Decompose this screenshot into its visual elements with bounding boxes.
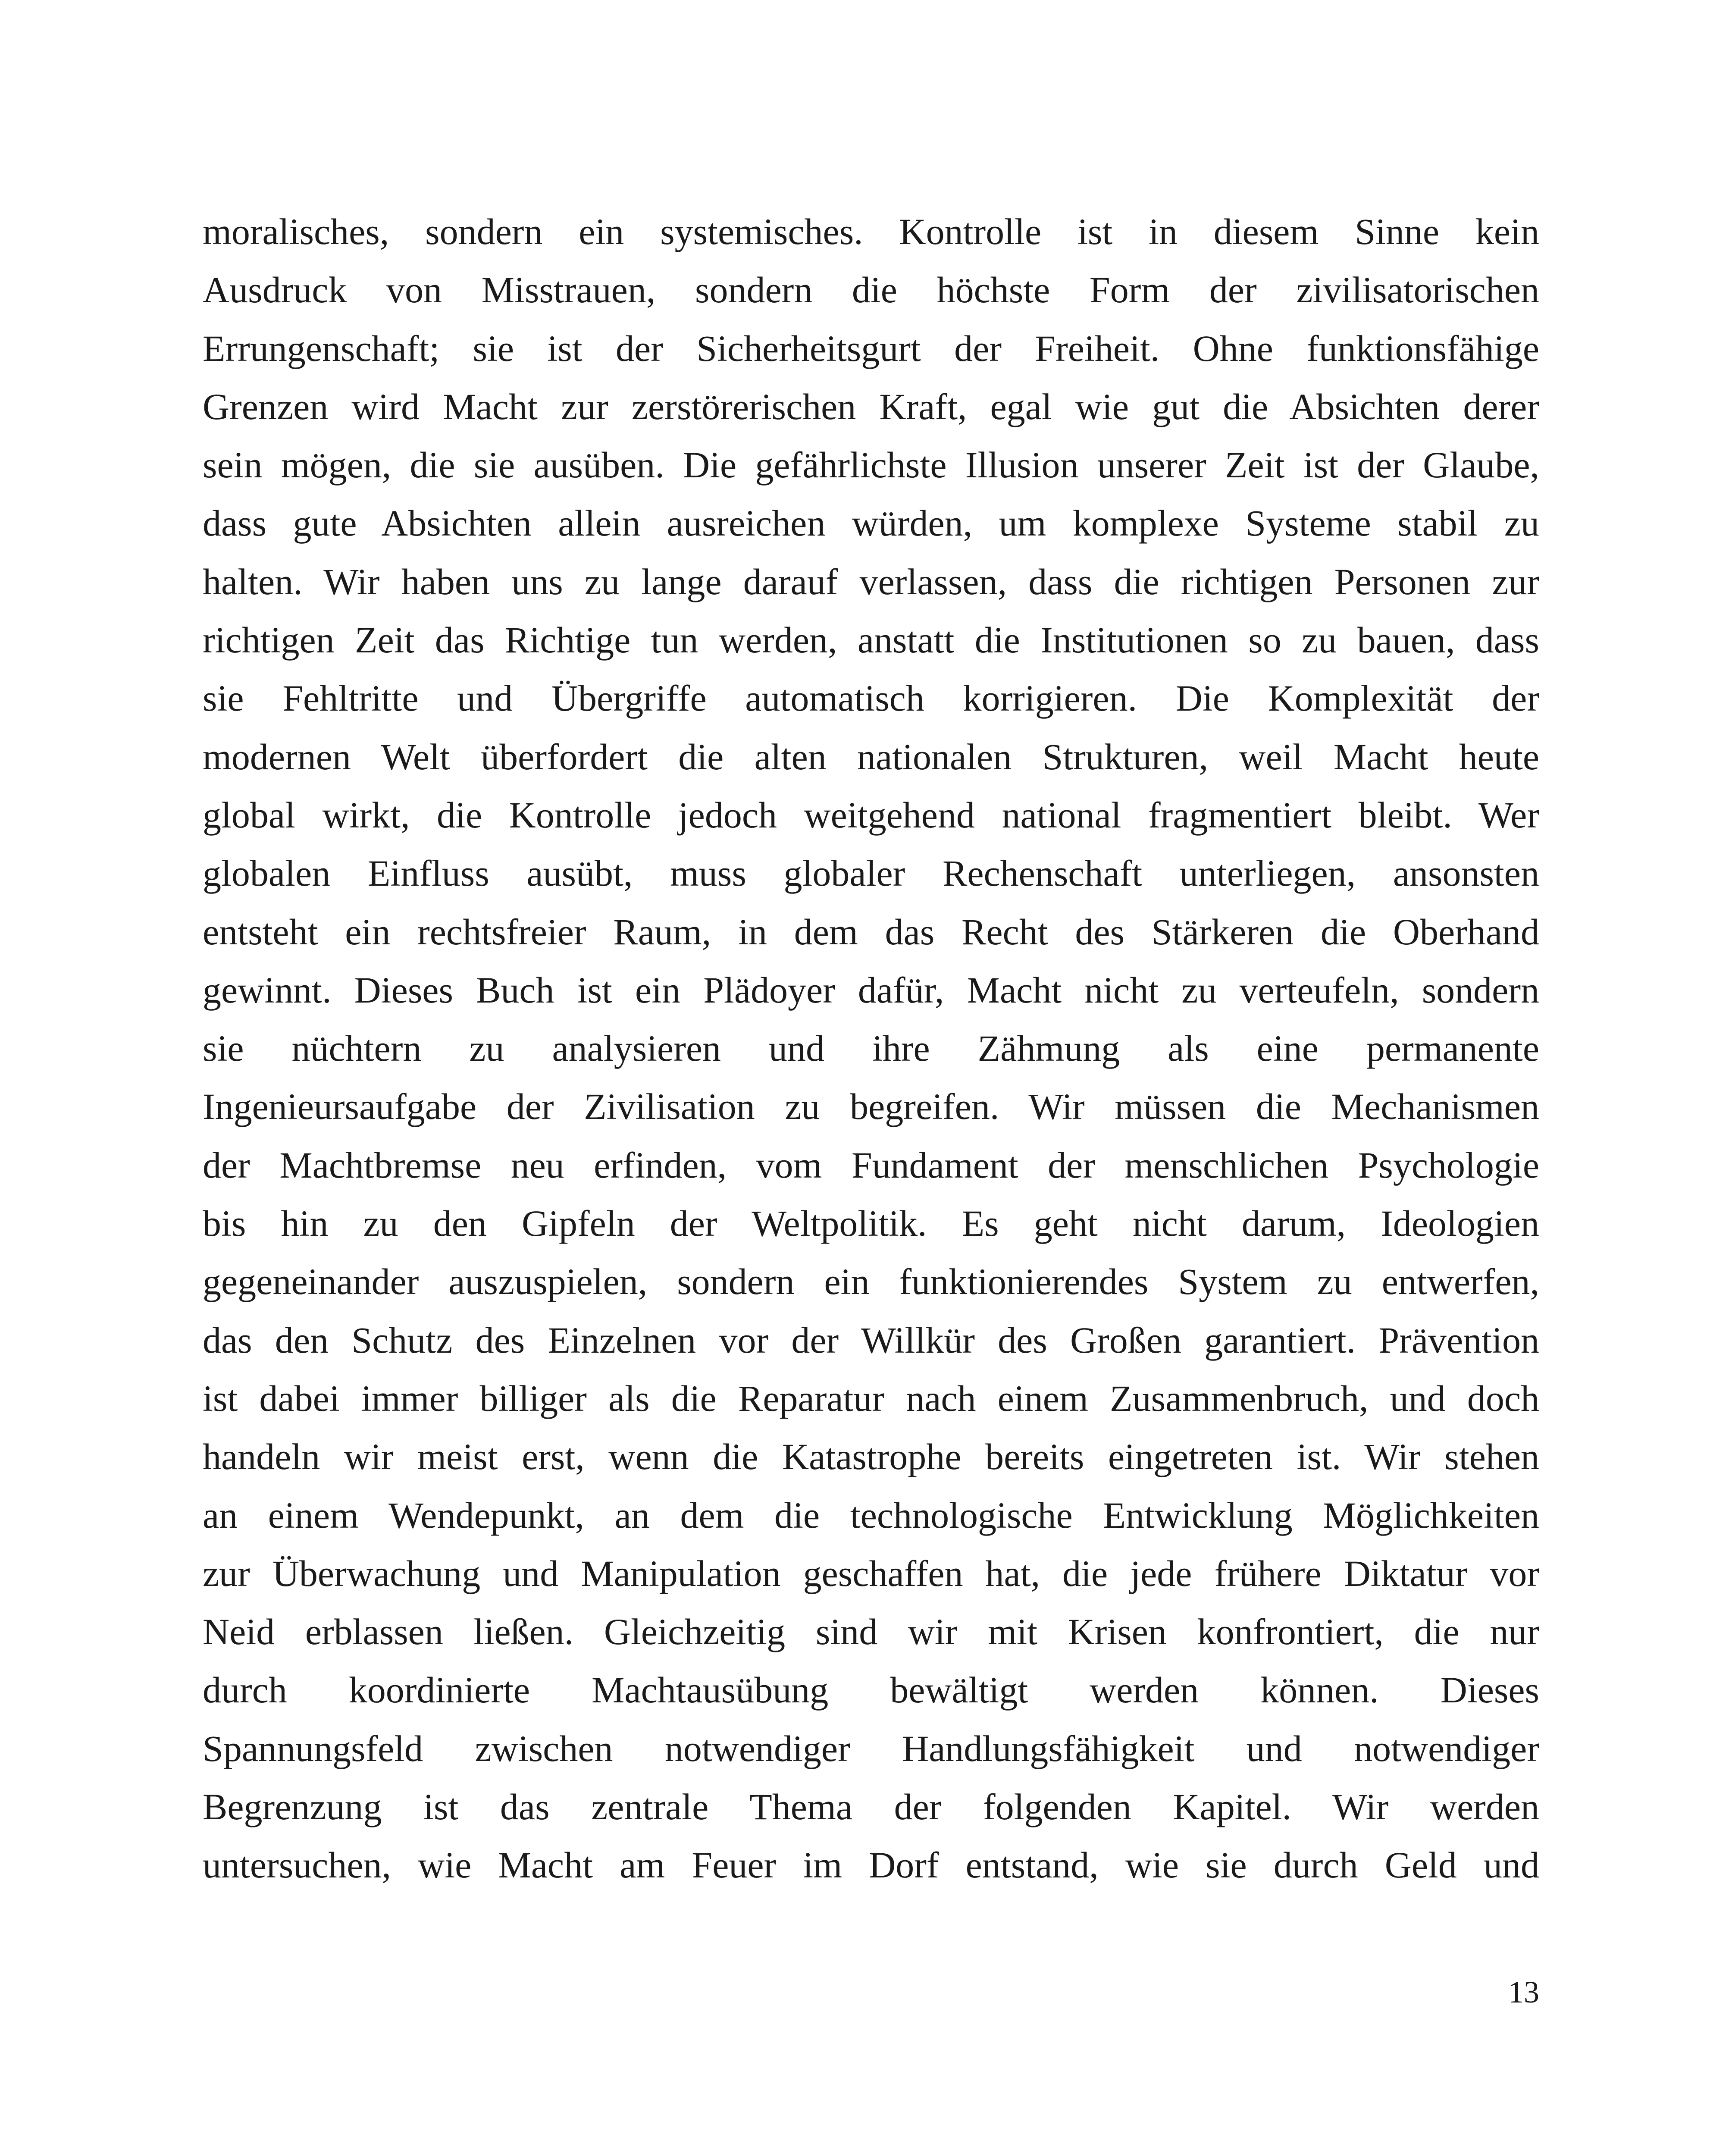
text-line: untersuchen, wie Macht am Feuer im Dorf entstand, wie sie durch Geld und [203,1844,1539,1886]
text-line: halten. Wir haben uns zu lange darauf verlassen, dass die richtigen Personen zur [203,561,1539,602]
text-line: Begrenzung ist das zentrale Thema der folgenden Kapitel. Wir werden [203,1786,1539,1828]
text-line: moralisches, sondern ein systemisches. Kontrolle ist in diesem Sinne kein [203,211,1539,252]
text-line: zur Überwachung und Manipulation geschaffen hat, die jede frühere Diktatur vor [203,1552,1539,1594]
body-paragraph [203,203,1539,1895]
text-line: durch koordinierte Machtausübung bewältigt werden können. Dieses [203,1669,1539,1711]
text-line: Spannungsfeld zwischen notwendiger Handlungsfähigkeit und notwendiger [203,1727,1539,1769]
text-line: Ingenieursaufgabe der Zivilisation zu begreifen. Wir müssen die Mechanismen [203,1086,1539,1128]
text-line: gewinnt. Dieses Buch ist ein Plädoyer dafür, Macht nicht zu verteufeln, sondern [203,969,1539,1011]
text-line: bis hin zu den Gipfeln der Weltpolitik. Es geht nicht darum, Ideologien [203,1203,1539,1244]
text-line: modernen Welt überfordert die alten nationalen Strukturen, weil Macht heute [203,736,1539,777]
text-line: sein mögen, die sie ausüben. Die gefährlichste Illusion unserer Zeit ist der Glaube, [203,444,1539,486]
text-line: global wirkt, die Kontrolle jedoch weitgehend national fragmentiert bleibt. Wer [203,794,1539,836]
text-line: gegeneinander auszuspielen, sondern ein funktionierendes System zu entwerfen, [203,1261,1539,1303]
page-number: 13 [1508,1975,1539,2009]
text-line: das den Schutz des Einzelnen vor der Willkür des Großen garantiert. Prävention [203,1319,1539,1361]
text-line: der Machtbremse neu erfinden, vom Fundament der menschlichen Psychologie [203,1144,1539,1186]
text-line: ist dabei immer billiger als die Reparatur nach einem Zusammenbruch, und doch [203,1377,1539,1419]
text-line: entsteht ein rechtsfreier Raum, in dem das Recht des Stärkeren die Oberhand [203,911,1539,953]
text-line: Neid erblassen ließen. Gleichzeitig sind wir mit Krisen konfrontiert, die nur [203,1611,1539,1653]
text-line: Ausdruck von Misstrauen, sondern die höchste Form der zivilisatorischen [203,269,1539,311]
text-line: sie nüchtern zu analysieren und ihre Zähmung als eine permanente [203,1028,1539,1069]
text-line: richtigen Zeit das Richtige tun werden, anstatt die Institutionen so zu bauen, dass [203,619,1539,661]
text-line: dass gute Absichten allein ausreichen würden, um komplexe Systeme stabil zu [203,502,1539,544]
text-line: Grenzen wird Macht zur zerstörerischen Kraft, egal wie gut die Absichten derer [203,385,1539,427]
text-line: an einem Wendepunkt, an dem die technologische Entwicklung Möglichkeiten [203,1494,1539,1536]
text-line: handeln wir meist erst, wenn die Katastrophe bereits eingetreten ist. Wir stehen [203,1436,1539,1478]
text-line: sie Fehltritte und Übergriffe automatisch korrigieren. Die Komplexität der [203,677,1539,719]
text-line: Errungenschaft; sie ist der Sicherheitsgurt der Freiheit. Ohne funktionsfähige [203,327,1539,369]
text-line: globalen Einfluss ausübt, muss globaler Rechenschaft unterliegen, ansonsten [203,852,1539,894]
